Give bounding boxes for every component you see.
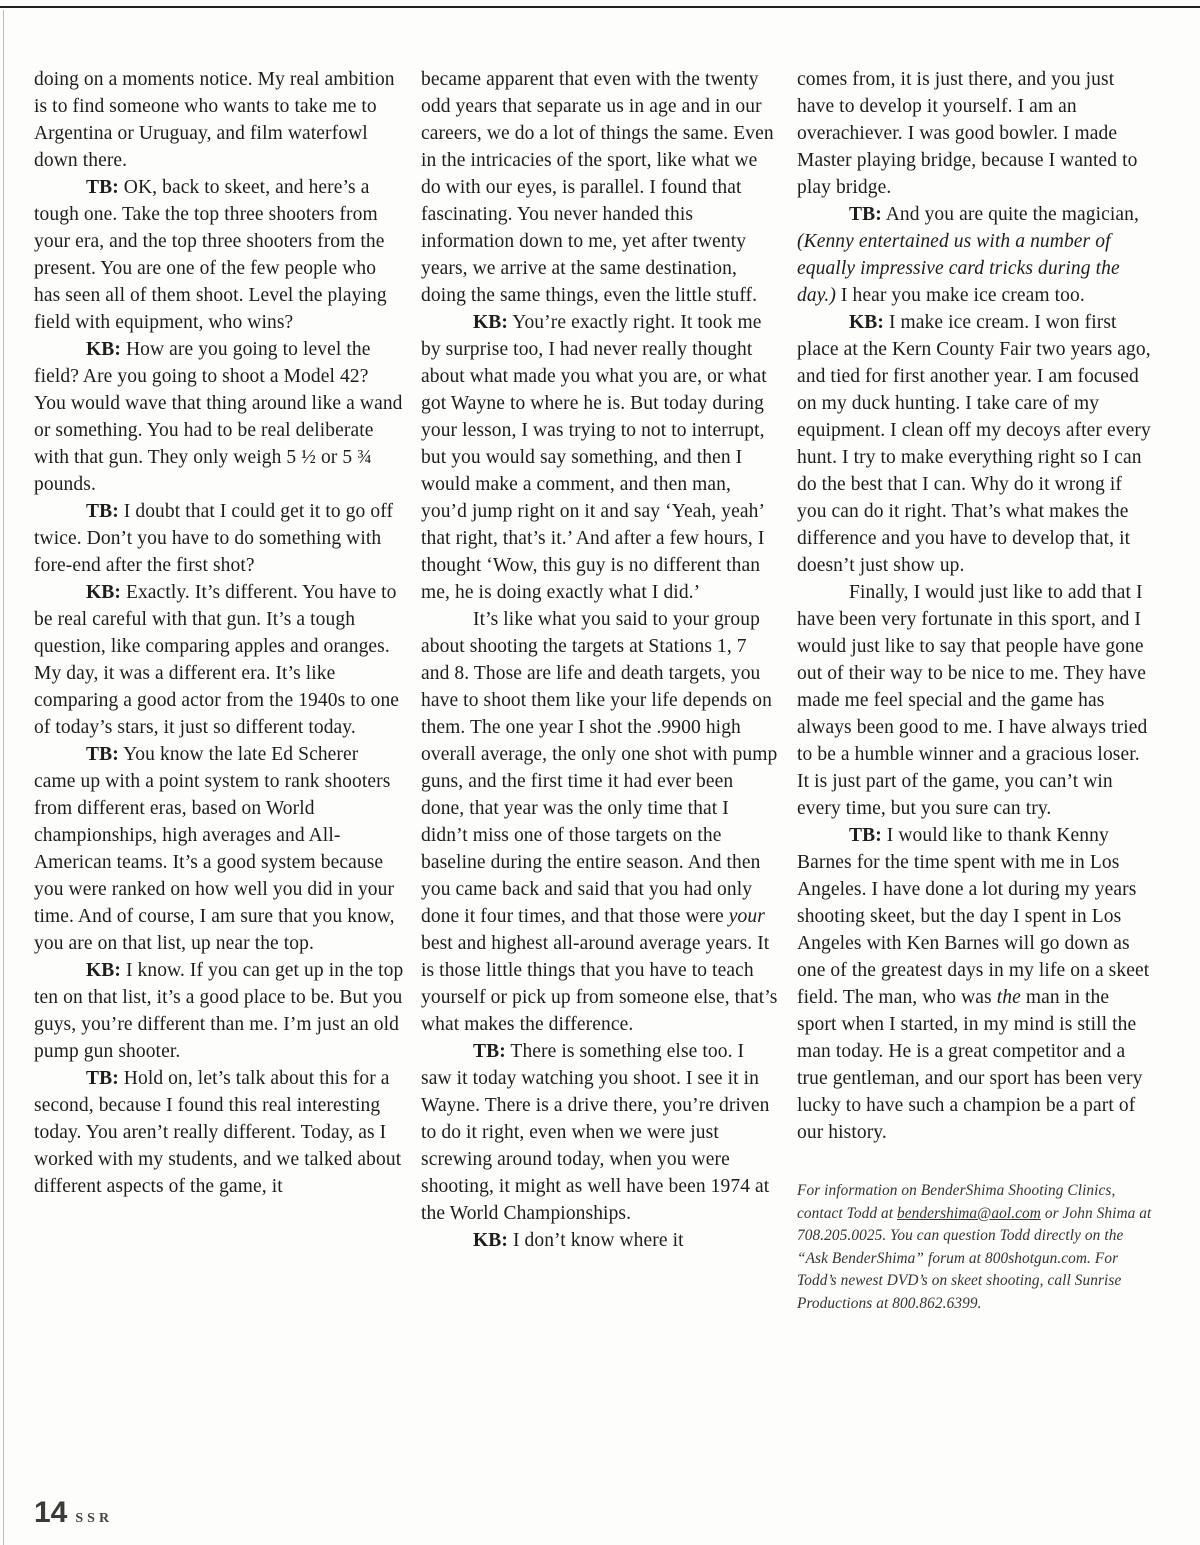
paragraph-text: I doubt that I could get it to go off twice. Don’t you have to do something with fore-end after the first shot? <box>34 501 394 576</box>
paragraph-text: There is something else too. I saw it today watching you shoot. I see it in Wayne. There is a drive there, you’re driven to do it right, even when we were just screwing around today, when you were shooting, it might as well have been 1974 at the World Championships. <box>421 1041 770 1224</box>
speaker-label: KB: <box>86 960 121 981</box>
emphasis-text: (Kenny entertained us with a number of equally impressive card tricks during the day.) <box>797 231 1120 306</box>
paragraph-text: Exactly. It’s different. You have to be real careful with that gun. It’s a tough question, like comparing apples and oranges. My day, it was a different era. It’s like comparing a good actor from the 1940s to one of today’s stars, it just so different today. <box>34 582 400 738</box>
paragraph <box>421 66 779 309</box>
paragraph-text: comes from, it is just there, and you just have to develop it yourself. I am an overachiever. I was good bowler. I made Master playing bridge, because I wanted to play bridge. <box>797 69 1138 198</box>
page-footer <box>34 1496 113 1530</box>
paragraph <box>797 579 1153 822</box>
note-text: or John Shima at 708.205.0025. You can question Todd directly on the “Ask BenderShima” forum at 800shotgun.com. For Todd’s newest DVD’s on skeet shooting, call Sunrise Productions at 800.862.6399. <box>797 1204 1152 1312</box>
paragraph-text: How are you going to level the field? Are you going to shoot a Model 42? You would wave that thing around like a wand or something. You had to be real deliberate with that gun. They only weigh 5 ½ or 5 ¾ pounds. <box>34 339 403 495</box>
paragraph <box>421 309 779 606</box>
top-border-rule <box>0 6 1200 8</box>
paragraph <box>34 1065 404 1200</box>
paragraph-text: I make ice cream. I won first place at the Kern County Fair two years ago, and tied for first another year. I am focused on my duck hunting. I take care of my equipment. I clean off my decoys after every hunt. I try to make everything right so I can do the best that I can. Why do it wrong if you can do it right. That’s what makes the difference and you have to develop that, it doesn’t just show up. <box>797 312 1151 576</box>
speaker-label: KB: <box>473 1230 508 1251</box>
speaker-label: TB: <box>86 177 119 198</box>
speaker-label: TB: <box>86 744 119 765</box>
paragraph-text: Finally, I would just like to add that I have been very fortunate in this sport, and I would just like to say that people have gone out of their way to be nice to me. They have made me feel special and the game has always been good to me. I have always tried to be a humble winner and a gracious loser. It is just part of the game, you can’t win every time, but you sure can try. <box>797 582 1148 819</box>
magazine-name: SSR <box>75 1511 114 1526</box>
speaker-label: KB: <box>473 312 508 333</box>
speaker-label: TB: <box>849 204 882 225</box>
speaker-label: TB: <box>86 1068 119 1089</box>
paragraph <box>421 1038 779 1227</box>
paragraph <box>797 822 1153 1146</box>
column-1 <box>34 66 404 1200</box>
paragraph <box>797 309 1153 579</box>
paragraph-text: I would like to thank Kenny Barnes for the time spent with me in Los Angeles. I have done a lot during my years shooting skeet, but the day I spent in Los Angeles with Ken Barnes will go down as one of the greatest days in my life on a skeet field. The man, who was <box>797 825 1150 1008</box>
paragraph-text: I know. If you can get up in the top ten on that list, it’s a good place to be. But you guys, you’re different than me. I’m just an old pump gun shooter. <box>34 960 404 1062</box>
column-2 <box>421 66 779 1254</box>
column-3 <box>797 66 1153 1315</box>
paragraph-text: man in the sport when I started, in my mind is still the man today. He is a great competitor and a true gentleman, and our sport has been very lucky to have such a champion be a part of our history. <box>797 987 1143 1143</box>
paragraph <box>34 66 404 174</box>
paragraph <box>34 957 404 1065</box>
contact-note <box>797 1180 1153 1315</box>
speaker-label: TB: <box>849 825 882 846</box>
paragraph-text: doing on a moments notice. My real ambition is to find someone who wants to take me to Argentina or Uruguay, and film waterfowl down there. <box>34 69 395 171</box>
speaker-label: KB: <box>86 339 121 360</box>
paragraph-text: You know the late Ed Scherer came up with a point system to rank shooters from different eras, based on World championships, high averages and All-American teams. It’s a good system because you were ranked on how well you did in your time. And of course, I am sure that you know, you are on that list, up near the top. <box>34 744 395 954</box>
paragraph-text: You’re exactly right. It took me by surprise too, I had never really thought about what made you what you are, or what got Wayne to where he is. But today during your lesson, I was trying to not to interrupt, but you would say something, and then I would make a comment, and then man, you’d jump right on it and say ‘Yeah, yeah’ that right, that’s it.’ And after a few hours, I thought ‘Wow, this guy is no different than me, he is doing exactly what I did.’ <box>421 312 767 603</box>
paragraph-text: best and highest all-around average years. It is those little things that you have to teach yourself or pick up from someone else, that’s what makes the difference. <box>421 933 778 1035</box>
paragraph <box>797 66 1153 201</box>
paragraph-text: Hold on, let’s talk about this for a second, because I found this real interesting today. You aren’t really different. Today, as I worked with my students, and we talked about different aspects of the game, it <box>34 1068 402 1197</box>
paragraph <box>421 606 779 1038</box>
paragraph-text: It’s like what you said to your group about shooting the targets at Stations 1, 7 and 8. Those are life and death targets, you have to shoot them like your life depends on them. The one year I shot the .9900 high overall average, the only one shot with pump guns, and the first time it had ever been done, that year was the only time that I didn’t miss one of those targets on the baseline during the entire season. And then you came back and said that you had only done it four times, and that those were <box>421 609 778 927</box>
paragraph <box>34 498 404 579</box>
paragraph-text: OK, back to skeet, and here’s a tough one. Take the top three shooters from your era, and the top three shooters from the present. You are one of the few people who has seen all of them shoot. Level the playing field with equipment, who wins? <box>34 177 387 333</box>
paragraph <box>797 201 1153 309</box>
paragraph-text: I don’t know where it <box>507 1230 684 1251</box>
paragraph-text: And you are quite the magician, <box>881 204 1139 225</box>
emphasis-text: your <box>728 906 765 927</box>
speaker-label: KB: <box>86 582 121 603</box>
note-text: For information on BenderShima Shooting Clinics, contact Todd at <box>797 1182 1116 1222</box>
page-number: 14 <box>34 1496 68 1529</box>
paragraph <box>34 174 404 336</box>
left-border-rule <box>3 10 4 1545</box>
paragraph-text: I hear you make ice cream too. <box>835 285 1085 306</box>
paragraph <box>34 336 404 498</box>
emphasis-text: the <box>996 987 1021 1008</box>
speaker-label: TB: <box>86 501 119 522</box>
paragraph <box>421 1227 779 1254</box>
paragraph-text: became apparent that even with the twenty odd years that separate us in age and in our careers, we do a lot of things the same. Even in the intricacies of the sport, like what we do with our eyes, is parallel. I found that fascinating. You never handed this information down to me, yet after twenty years, we arrive at the same destination, doing the same things, even the little stuff. <box>421 69 774 306</box>
paragraph <box>34 579 404 741</box>
speaker-label: TB: <box>473 1041 506 1062</box>
speaker-label: KB: <box>849 312 884 333</box>
page-edge-artifacts <box>1164 0 1200 1545</box>
email-link[interactable]: bendershima@aol.com <box>897 1204 1041 1222</box>
paragraph <box>34 741 404 957</box>
